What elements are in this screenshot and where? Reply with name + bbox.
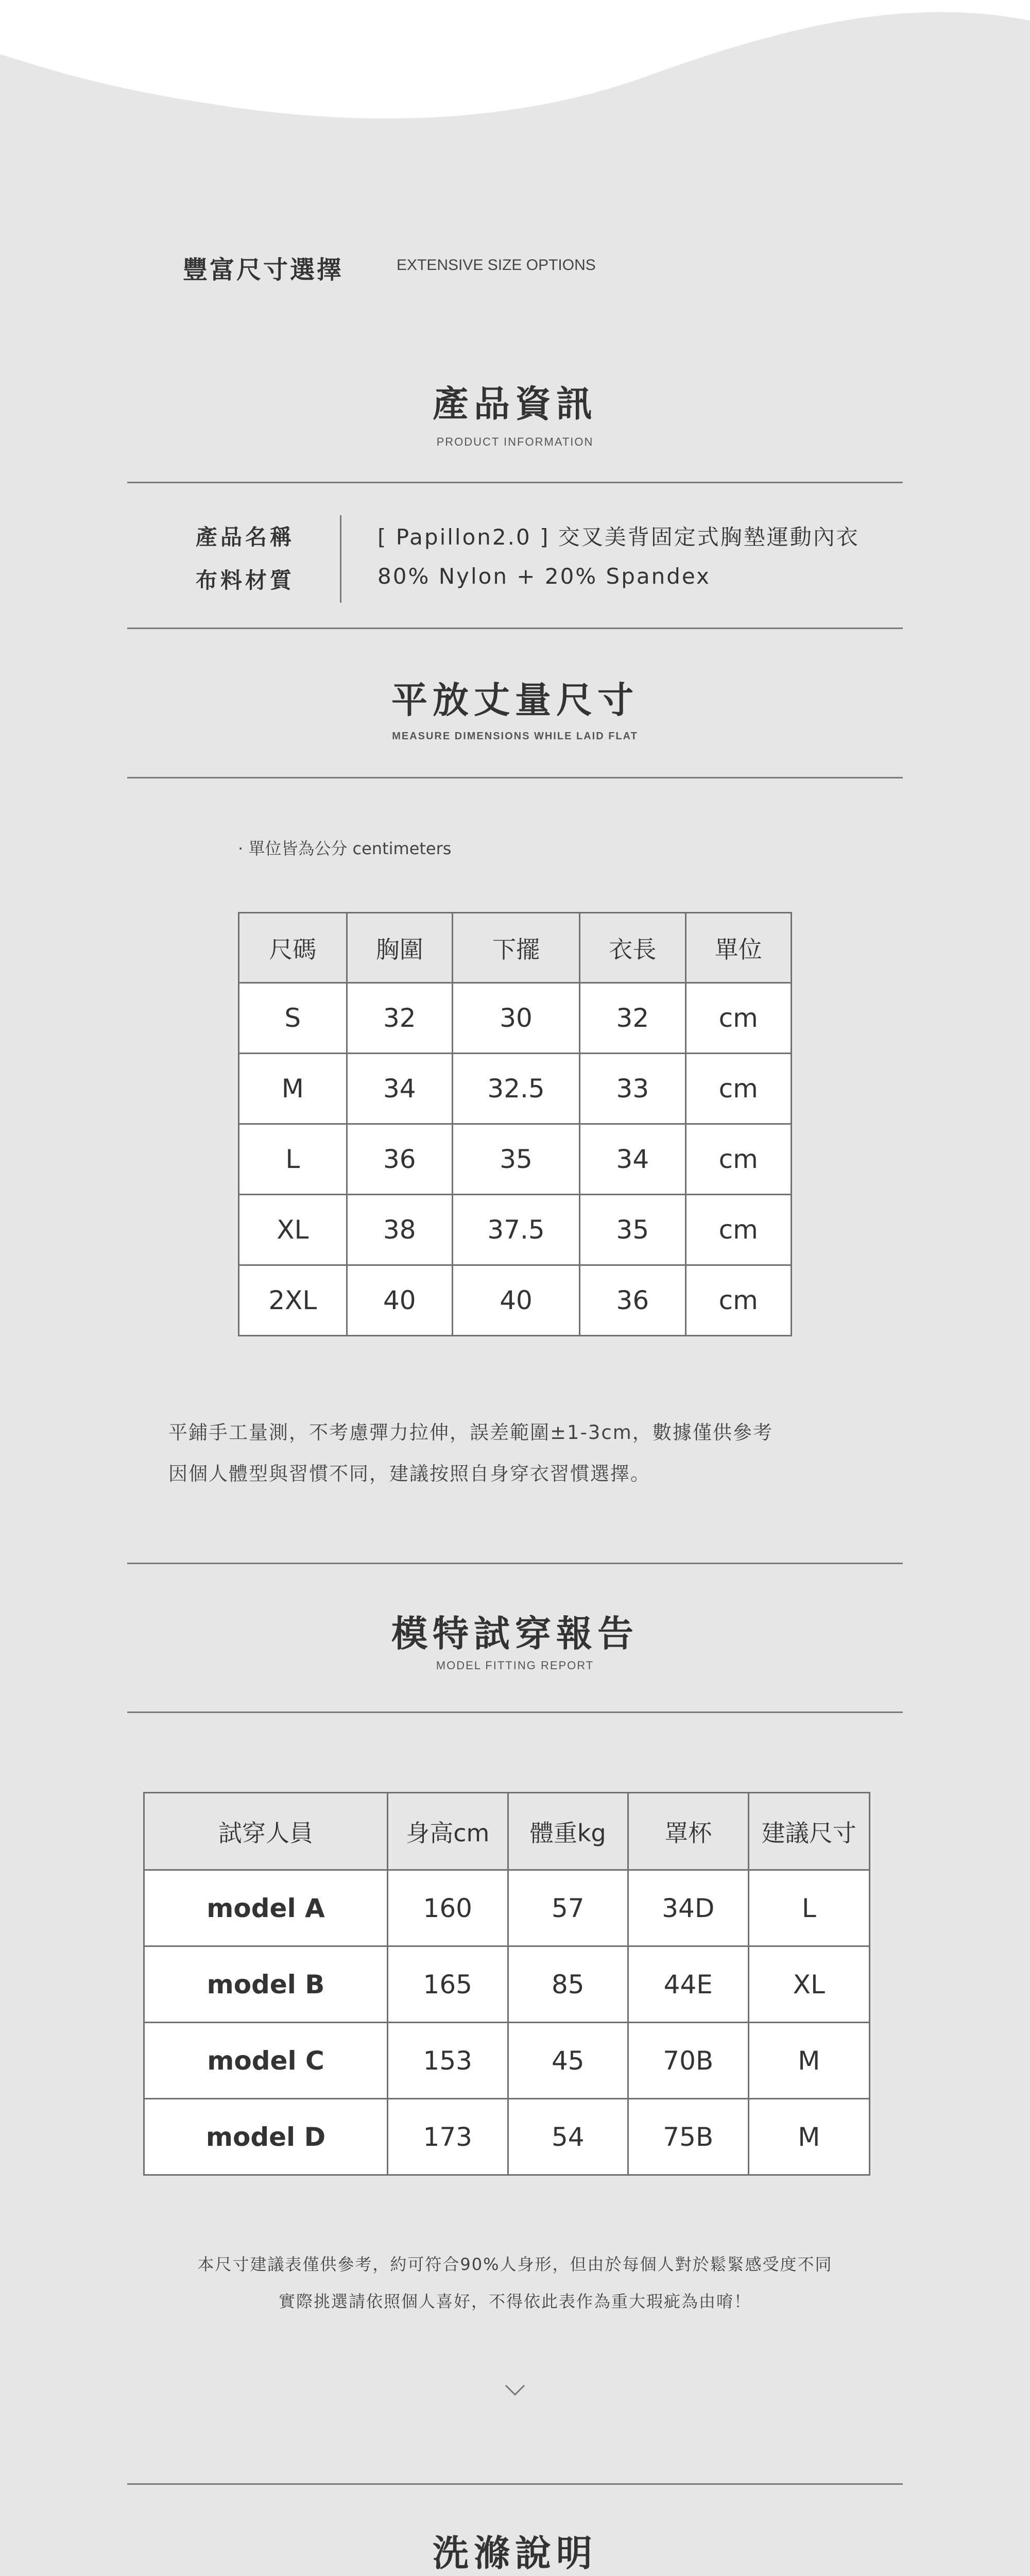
table-cell: XL [748,1946,869,2023]
table-cell: 34D [628,1870,748,1946]
size-options-subheading: EXTENSIVE SIZE OPTIONS [397,257,596,274]
table-cell: 40 [452,1265,579,1336]
table-cell: 30 [452,983,579,1054]
table-cell: 35 [580,1195,685,1265]
model-note-line1: 本尺寸建議表僅供參考，約可符合90%人身形，但由於每個人對於鬆緊感受度不同 [197,2255,833,2274]
table-row [144,1946,870,2023]
table-row [144,1870,870,1946]
table-cell: 165 [388,1946,508,2023]
table-cell: 57 [508,1870,628,1946]
table-cell: model C [144,2023,388,2099]
table-cell: model A [144,1870,388,1946]
model-report-title: 模特試穿報告 [391,1613,639,1655]
table-cell: L [748,1870,869,1946]
material-label: 布料材質 [196,568,295,593]
top-wave-decoration [0,0,1030,134]
product-info-subtitle: PRODUCT INFORMATION [436,435,594,448]
header-cell: 建議尺寸 [748,1793,869,1870]
table-cell: 153 [388,2023,508,2099]
table-row [239,1124,792,1195]
table-row [239,1054,792,1124]
table-cell: 85 [508,1946,628,2023]
table-cell: 2XL [239,1265,347,1336]
table-cell: 54 [508,2099,628,2175]
table-cell: L [239,1124,347,1195]
table-row [144,2023,870,2099]
size-table [238,912,792,1336]
table-cell: 33 [580,1054,685,1124]
table-cell: 32 [347,983,452,1054]
divider [127,628,903,629]
chevron-down-icon [505,2384,525,2397]
table-cell: 173 [388,2099,508,2175]
product-name-label: 產品名稱 [196,524,295,550]
header-cell: 單位 [685,913,791,983]
table-cell: S [239,983,347,1054]
washing-title: 洗滌說明 [433,2532,597,2574]
table-cell: 32 [580,983,685,1054]
unit-note: · 單位皆為公分 centimeters [238,839,452,858]
header-cell: 罩杯 [628,1793,748,1870]
table-row [239,1265,792,1336]
table-cell: 37.5 [452,1195,579,1265]
table-cell: 45 [508,2023,628,2099]
flat-measure-subtitle: MEASURE DIMENSIONS WHILE LAID FLAT [392,731,638,742]
table-cell: 75B [628,2099,748,2175]
table-cell: 40 [347,1265,452,1336]
table-row [239,1195,792,1265]
table-cell: cm [685,1124,791,1195]
product-info-title: 產品資訊 [433,383,597,425]
table-cell: 34 [347,1054,452,1124]
table-cell: 34 [580,1124,685,1195]
header-cell: 尺碼 [239,913,347,983]
size-table-header [239,913,792,983]
table-cell: 44E [628,1946,748,2023]
model-fitting-table [143,1792,870,2176]
divider [127,1711,903,1713]
table-cell: 36 [347,1124,452,1195]
vertical-divider [340,515,341,603]
table-cell: M [748,2099,869,2175]
table-row [144,2099,870,2175]
table-cell: 32.5 [452,1054,579,1124]
table-row [239,983,792,1054]
divider [127,1563,903,1564]
measure-note-line1: 平鋪手工量測，不考慮彈力拉伸，誤差範圍±1-3cm，數據僅供參考 [168,1421,773,1444]
header-cell: 胸圍 [347,913,452,983]
table-cell: cm [685,1195,791,1265]
table-cell: XL [239,1195,347,1265]
header-cell: 體重kg [508,1793,628,1870]
divider [127,2483,903,2485]
model-table-header [144,1793,870,1870]
measure-note-line2: 因個人體型與習慣不同，建議按照自身穿衣習慣選擇。 [168,1463,650,1485]
table-cell: 35 [452,1124,579,1195]
header-cell: 身高cm [388,1793,508,1870]
table-cell: model B [144,1946,388,2023]
model-note-line2: 實際挑選請依照個人喜好，不得依此表作為重大瑕疵為由唷！ [278,2292,751,2311]
table-cell: 70B [628,2023,748,2099]
header-cell: 下擺 [452,913,579,983]
table-cell: cm [685,1265,791,1336]
product-name-value: [ Papillon2.0 ] 交叉美背固定式胸墊運動內衣 [377,524,860,550]
material-value: 80% Nylon + 20% Spandex [377,564,711,589]
table-cell: M [748,2023,869,2099]
divider [127,777,903,778]
divider [127,482,903,483]
size-options-heading: 豐富尺寸選擇 [183,256,344,284]
table-cell: cm [685,983,791,1054]
header-cell: 試穿人員 [144,1793,388,1870]
table-cell: 38 [347,1195,452,1265]
table-cell: cm [685,1054,791,1124]
table-cell: 160 [388,1870,508,1946]
table-cell: 36 [580,1265,685,1336]
table-cell: M [239,1054,347,1124]
flat-measure-title: 平放丈量尺寸 [391,679,639,721]
model-report-subtitle: MODEL FITTING REPORT [436,1659,594,1672]
table-cell: model D [144,2099,388,2175]
header-cell: 衣長 [580,913,685,983]
